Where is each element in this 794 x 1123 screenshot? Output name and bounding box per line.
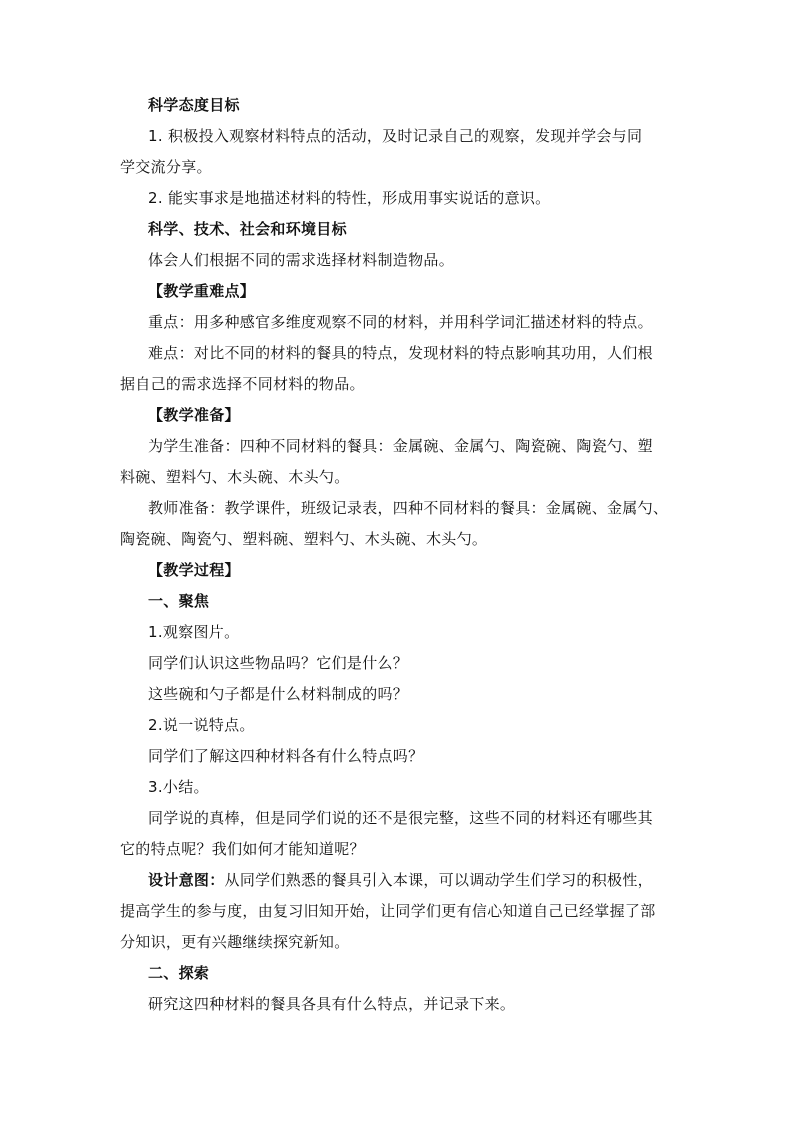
heading-stse-goals: 科学、技术、社会和环境目标	[148, 220, 347, 238]
paragraph-line: 难点：对比不同的材料的餐具的特点，发现材料的特点影响其功用，人们根	[148, 344, 653, 362]
paragraph-line: 研究这四种材料的餐具各具有什么特点，并记录下来。	[148, 995, 516, 1013]
paragraph-line: 重点：用多种感官多维度观察不同的材料，并用科学词汇描述材料的特点。	[148, 313, 653, 331]
paragraph-line: 教师准备：教学课件，班级记录表，四种不同材料的餐具：金属碗、金属勺、	[148, 499, 669, 517]
paragraph-line: 2. 能实事求是地描述材料的特性，形成用事实说话的意识。	[148, 189, 551, 207]
paragraph-line: 1.观察图片。	[148, 623, 240, 641]
paragraph-line: 学交流分享。	[120, 158, 212, 176]
heading-teaching-preparation: 【教学准备】	[148, 406, 240, 424]
paragraph-line: 3.小结。	[148, 778, 209, 796]
paragraph-line: 料碗、塑料勺、木头碗、木头勺。	[120, 468, 350, 486]
paragraph-line: 同学说的真棒，但是同学们说的还不是很完整，这些不同的材料还有哪些其	[148, 809, 653, 827]
document-body	[120, 90, 680, 1020]
paragraph-line: 陶瓷碗、陶瓷勺、塑料碗、塑料勺、木头碗、木头勺。	[120, 530, 488, 548]
heading-focus: 一、聚焦	[148, 592, 210, 610]
design-intent-text: 从同学们熟悉的餐具引入本课，可以调动学生们学习的积极性，	[224, 871, 653, 889]
design-intent-label: 设计意图：	[148, 871, 225, 889]
paragraph-line: 分知识，更有兴趣继续探究新知。	[120, 933, 350, 951]
heading-science-attitude: 科学态度目标	[148, 96, 240, 114]
heading-explore: 二、探索	[148, 964, 210, 982]
heading-teaching-process: 【教学过程】	[148, 561, 240, 579]
paragraph-line: 2.说一说特点。	[148, 716, 255, 734]
paragraph-line: 据自己的需求选择不同材料的物品。	[120, 375, 365, 393]
heading-key-difficult-points: 【教学重难点】	[148, 282, 256, 300]
paragraph-line: 体会人们根据不同的需求选择材料制造物品。	[148, 251, 455, 269]
paragraph-line: 同学们认识这些物品吗？它们是什么？	[148, 654, 409, 672]
paragraph-line: 为学生准备：四种不同材料的餐具：金属碗、金属勺、陶瓷碗、陶瓷勺、塑	[148, 437, 653, 455]
paragraph-line: 1. 积极投入观察材料特点的活动，及时记录自己的观察，发现并学会与同	[148, 127, 643, 145]
design-intent-line	[120, 865, 680, 896]
paragraph-line: 这些碗和勺子都是什么材料制成的吗？	[148, 685, 409, 703]
paragraph-line: 同学们了解这四种材料各有什么特点吗？	[148, 747, 424, 765]
paragraph-line: 提高学生的参与度，由复习旧知开始，让同学们更有信心知道自己已经掌握了部	[120, 902, 656, 920]
paragraph-line: 它的特点呢？我们如何才能知道呢？	[120, 840, 365, 858]
